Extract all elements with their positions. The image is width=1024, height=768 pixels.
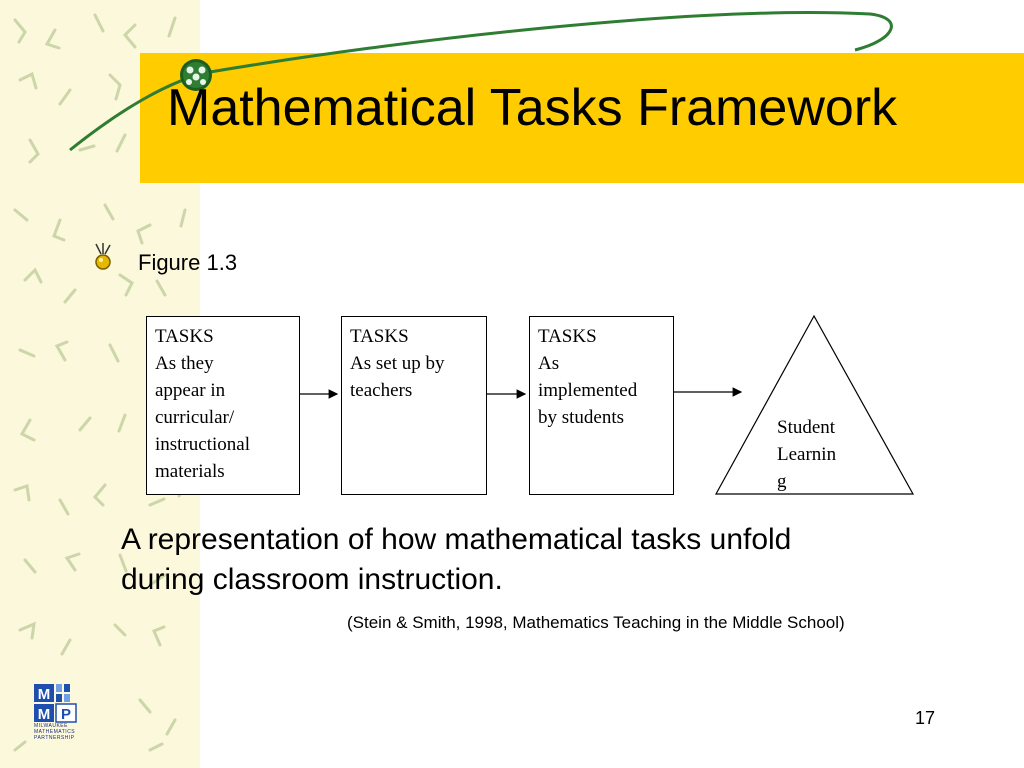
tasks-box-curricular: [146, 316, 300, 495]
box-line: TASKS: [538, 326, 597, 347]
caption-line-1: A representation of how mathematical tasks unfold: [121, 523, 792, 556]
logo-caption-line: PARTNERSHIP: [34, 735, 75, 741]
triangle-line: g: [777, 471, 787, 492]
box-line: TASKS: [350, 326, 409, 347]
bullet-text: Figure 1.3: [138, 250, 238, 275]
logo-letter: M: [37, 686, 51, 703]
caption-line-2: during classroom instruction.: [121, 563, 503, 596]
box-line: teachers: [350, 380, 413, 401]
student-learning-label: [777, 414, 836, 495]
citation: (Stein & Smith, 1998, Mathematics Teaching in the Middle School): [347, 613, 845, 632]
logo-caption: [34, 723, 124, 741]
tasks-box-setup: [341, 316, 487, 495]
box-line: As: [538, 353, 560, 374]
logo-caption-line: MATHEMATICS: [34, 729, 76, 735]
logo-caption-line: MILWAUKEE: [34, 723, 68, 729]
logo-letter: M: [37, 706, 51, 723]
box-line: appear in: [155, 380, 226, 401]
box-line: implemented: [538, 380, 638, 401]
box-line: by students: [538, 407, 625, 428]
slide-title: Mathematical Tasks Framework: [167, 79, 898, 137]
tasks-box-implemented: [529, 316, 674, 495]
triangle-line: Learnin: [777, 444, 837, 465]
box-line: instructional: [155, 434, 250, 455]
caption: [121, 520, 941, 600]
box-line: materials: [155, 461, 225, 482]
page-number: 17: [915, 708, 936, 728]
box-line: curricular/: [155, 407, 235, 428]
box-line: As set up by: [350, 353, 445, 374]
mmp-logo: [34, 684, 124, 744]
box-line: TASKS: [155, 326, 214, 347]
box-line: As they: [155, 353, 214, 374]
mmp-logo-mark: [34, 684, 124, 724]
triangle-line: Student: [777, 417, 836, 438]
logo-letter: P: [60, 706, 72, 723]
